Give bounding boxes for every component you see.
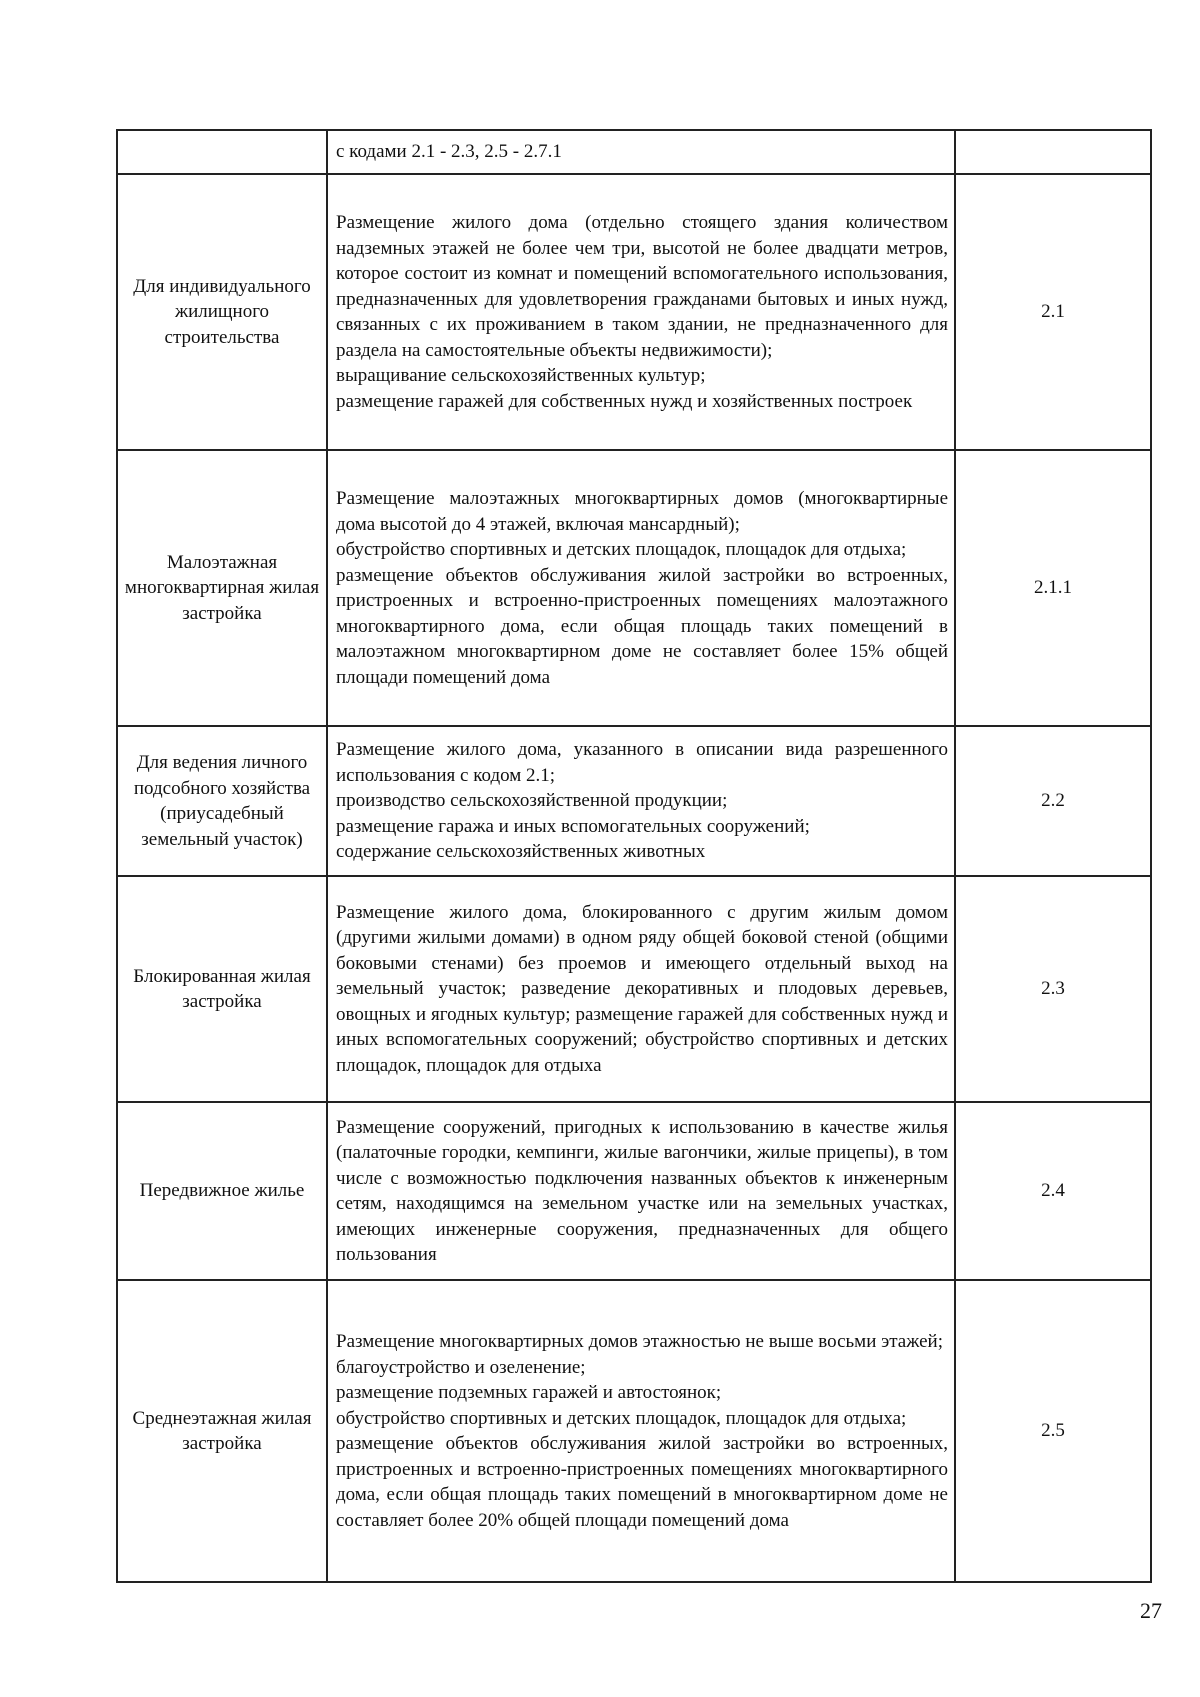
use-description-cell (327, 726, 955, 876)
description-paragraph: производство сельскохозяйственной продукции; (336, 790, 728, 812)
use-name-cell: Малоэтажная многоквартирная жилая застройка (117, 450, 327, 726)
use-description-cell (327, 174, 955, 450)
description-paragraph: Размещение сооружений, пригодных к использованию в качестве жилья (палаточные городки, кемпинги, жилые вагончики, жилые прицепы), в том числе с возможностью подключения названных объектов к инженерным сетям, находящимся на земельном участке или на земельных участках, имеющих инженерные сооружения, предназначенных для общего пользования (336, 1116, 948, 1265)
use-description-cell (327, 450, 955, 726)
description-paragraph: обустройство спортивных и детских площадок, площадок для отдыха; (336, 1407, 907, 1429)
table-row (117, 450, 1151, 726)
table-row (117, 876, 1151, 1102)
description-paragraph: содержание сельскохозяйственных животных (336, 841, 706, 863)
description-paragraph: размещение гаражей для собственных нужд и хозяйственных построек (336, 390, 913, 412)
use-code-cell: 2.1 (955, 174, 1151, 450)
use-description-cell (327, 1102, 955, 1280)
table-body (117, 130, 1151, 1582)
table-row (117, 174, 1151, 450)
description-paragraph: обустройство спортивных и детских площадок, площадок для отдыха; (336, 539, 907, 560)
use-name-cell: Для индивидуального жилищного строительства (117, 174, 327, 450)
table-row (117, 1102, 1151, 1280)
description-paragraph: выращивание сельскохозяйственных культур; (336, 365, 706, 386)
description-paragraph: Размещение жилого дома, указанного в описании вида разрешенного использования с кодом 2.1; (336, 739, 948, 786)
use-code-cell: 2.1.1 (955, 450, 1151, 726)
use-name-cell: Передвижное жилье (117, 1102, 327, 1280)
description-paragraph: размещение гаража и иных вспомогательных сооружений; (336, 815, 810, 837)
use-description-cell (327, 1280, 955, 1582)
table-row (117, 130, 1151, 174)
description-paragraph: Размещение малоэтажных многоквартирных домов (многоквартирные дома высотой до 4 этажей, включая мансардный); (336, 488, 948, 535)
use-name-cell: Блокированная жилая застройка (117, 876, 327, 1102)
description-paragraph: размещение объектов обслуживания жилой застройки во встроенных, пристроенных и встроенно-пристроенных помещениях многоквартирного дома, если общая площадь таких помещений в многоквартирном доме не составляет более 20% общей площади помещений дома (336, 1433, 948, 1531)
use-name-cell: Для ведения личного подсобного хозяйства (приусадебный земельный участок) (117, 726, 327, 876)
description-paragraph: Размещение жилого дома, блокированного с другим жилым домом (другими жилыми домами) в одном ряду общей боковой стеной (общими боковыми стенами) без проемов и имеющего отдельный выход на земельный участок; разведение декоративных и плодовых деревьев, овощных и ягодных культур; размещение гаражей для собственных нужд и иных вспомогательных сооружений; обустройство спортивных и детских площадок, площадок для отдыха (336, 901, 948, 1076)
use-description-cell (327, 876, 955, 1102)
use-code-cell: 2.5 (955, 1280, 1151, 1582)
table-row (117, 726, 1151, 876)
use-code-cell: 2.3 (955, 876, 1151, 1102)
land-use-table (116, 129, 1152, 1583)
description-paragraph: благоустройство и озеленение; (336, 1356, 586, 1378)
use-code-cell (955, 130, 1151, 174)
description-paragraph: Размещение жилого дома (отдельно стоящего здания количеством надземных этажей не более чем три, высотой не более двадцати метров, которое состоит из комнат и помещений вспомогательного использования, предназначенных для удовлетворения гражданами бытовых и иных нужд, связанных с их проживанием в таком здании, не предназначенного для раздела на самостоятельные объекты недвижимости); (336, 212, 948, 361)
use-description-cell (327, 130, 955, 174)
description-paragraph: размещение объектов обслуживания жилой застройки во встроенных, пристроенных и встроенно-пристроенных помещениях малоэтажного многоквартирного дома, если общая площадь таких помещений в малоэтажном многоквартирном доме не составляет более 15% общей площади помещений дома (336, 564, 948, 688)
use-name-cell: Среднеэтажная жилая застройка (117, 1280, 327, 1582)
use-code-cell: 2.4 (955, 1102, 1151, 1280)
table-row (117, 1280, 1151, 1582)
use-code-cell: 2.2 (955, 726, 1151, 876)
page-number: 27 (1140, 1598, 1162, 1623)
description-paragraph: Размещение многоквартирных домов этажностью не выше восьми этажей; (336, 1331, 943, 1352)
description-paragraph: с кодами 2.1 - 2.3, 2.5 - 2.7.1 (336, 141, 562, 163)
use-name-cell (117, 130, 327, 174)
description-paragraph: размещение подземных гаражей и автостоянок; (336, 1382, 722, 1403)
